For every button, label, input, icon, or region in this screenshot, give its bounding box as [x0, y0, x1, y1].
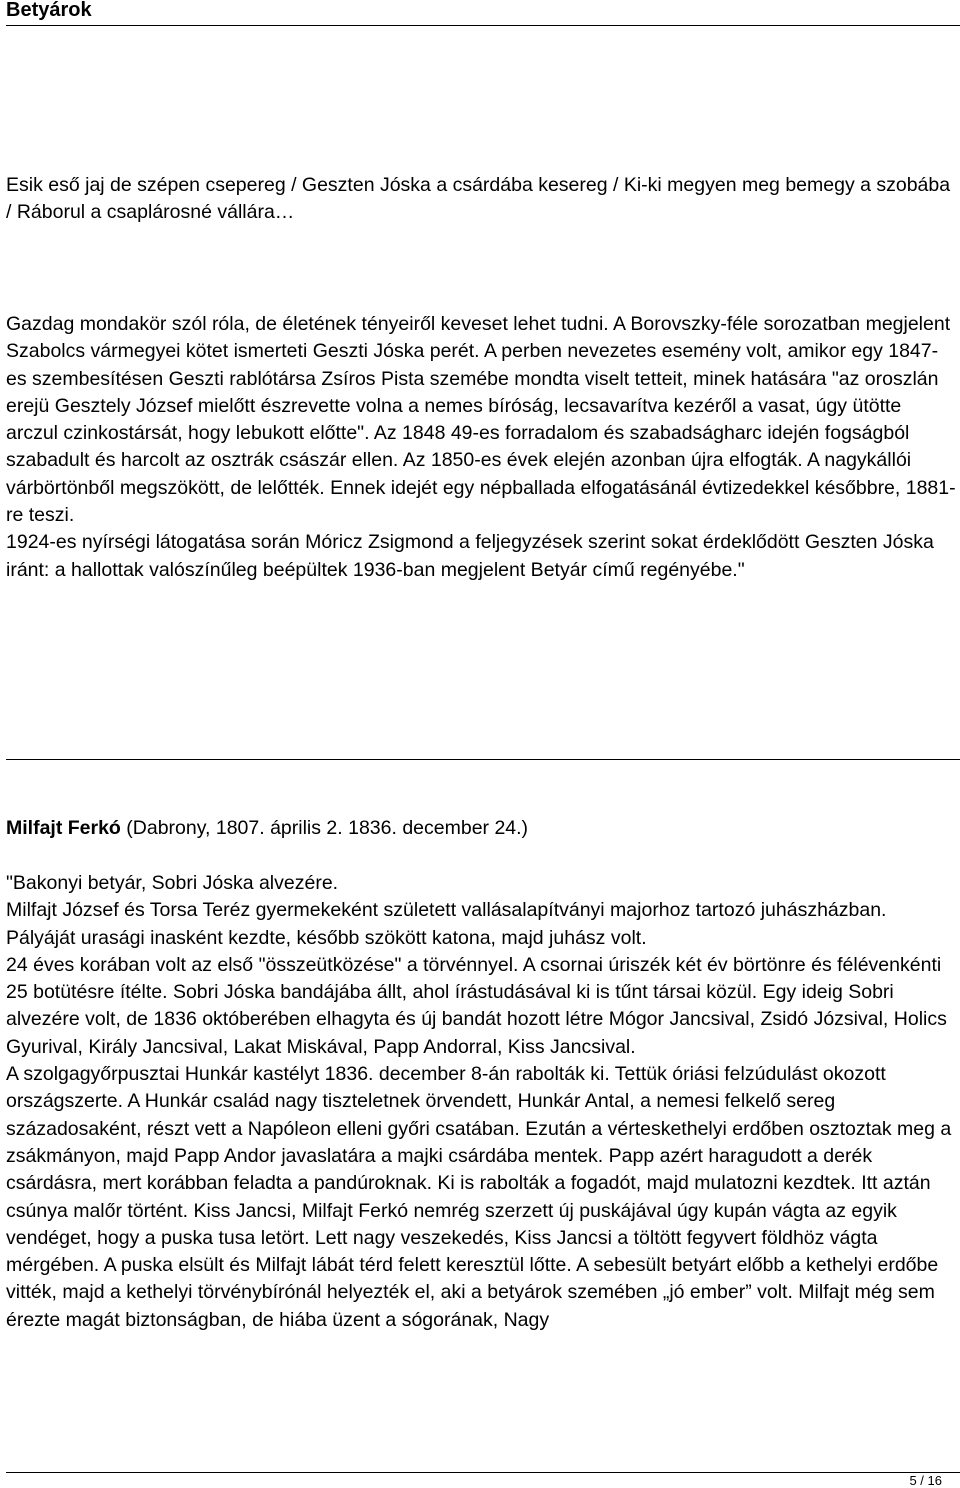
ferko-paragraph-2: 24 éves korában volt az első "összeütközése" a törvénnyel. A csornai úriszék két év börtönre és félévenkénti 25 botütésre ítélte. Sobri Jóska bandájába állt, ahol írástudásával ki is tűnt társai közül. Egy ideig Sobri alvezére volt, de 1836 októberében elhagyta és új bandát hozott létre Mógor Jancsival, Zsidó Józsival, Holics Gyurival, Király Jancsival, Lakat Miskával, Papp Andorral, Kiss Jancsival. — [6, 953, 947, 1058]
ferko-heading-line — [6, 815, 956, 842]
header-divider — [6, 25, 960, 26]
ferko-heading — [6, 815, 956, 842]
biography-paragraph-2: 1924-es nyírségi látogatása során Móricz Zsigmond a feljegyzések szerint sokat érdeklődött Geszten Jóska iránt: a hallottak valószínűleg beépültek 1936-ban megjelent Betyár című regényébe." — [6, 531, 934, 581]
ferko-paragraph-3: A szolgagyőrpusztai Hunkár kastélyt 1836. december 8-án rabolták ki. Tettük óriási felzúdulást okozott országszerte. A Hunkár család nagy tiszteletnek örvendett, Hunkár Antal, a nemesi felkelő sereg századosaként, részt vett a Napóleon elleni győri csatában. Ezután a vérteskethelyi erdőben osztoztak meg a zsákmányon, majd Papp Andor javaslatára a majki csárdába mentek. Papp azért haragudott a derék csárdásra, mert korábban feladta a pandúroknak. Ki is rabolták a fogadót, majd mulatozni kezdtek. Itt aztán csúnya malőr történt. Kiss Jancsi, Milfajt Ferkó nemrég szerzett új puskájával úgy kupán vágta az egyik vendéget, hogy a puska tusa letört. Lett nagy veszekedés, Kiss Jancsi a töltött fegyvert földhöz vágta mérgében. A puska elsült és Milfajt lábát térd felett keresztül lőtte. A sebesült betyárt előbb a kethelyi erdőbe vitték, majd a kethelyi törvénybírónál helyezték el, aki a betyárok szemében „jó ember” volt. Milfajt még sem érezte magát biztonságban, de hiába üzent a sógorának, Nagy — [6, 1063, 952, 1331]
verse-text: Esik eső jaj de szépen csepereg / Geszten Jóska a csárdába kesereg / Ki-ki megyen meg bemegy a szobába / Ráborul a csaplárosné vállára… — [6, 174, 951, 224]
biography-paragraph-1: Gazdag mondakör szól róla, de életének tényeiről keveset lehet tudni. A Borovszky-féle sorozatban megjelent Szabolcs vármegyei kötet ismerteti Geszti Jóska perét. A perben nevezetes esemény volt, amikor egy 1847-es szembesítésen Geszti rablótársa Zsíros Pista szemébe mondta viselt tetteit, minek hatására "az oroszlán erejü Gesztely József mielőtt észrevette volna a nemes bíróság, lecsavarítva kezéről a vasat, úgy ütötte arczul czinkostársát, hogy lebukott előtte". Az 1848 49-es forradalom és szabadságharc idején fogságból szabadult és harcolt az osztrák császár ellen. Az 1850-es évek elején azonban újra elfogták. A nagykállói várbörtönből megszökött, de lelőtték. Ennek idejét egy népballada elfogatásánál évtizedekkel későbbre, 1881-re teszi. — [6, 313, 956, 527]
footer-divider — [6, 1472, 960, 1473]
ferko-dates: (Dabrony, 1807. április 2. 1836. december 24.) — [120, 817, 529, 839]
ferko-name: Milfajt Ferkó — [6, 817, 121, 839]
verse-quote — [6, 172, 956, 227]
section-divider — [6, 759, 960, 760]
ferko-quote-line: "Bakonyi betyár, Sobri Jóska alvezére. — [6, 872, 339, 894]
ferko-paragraph-1: Milfajt József és Torsa Teréz gyermekeként született vallásalapítványi majorhoz tartozó juhászházban. Pályáját urasági inasként kezdte, később szökött katona, majd juhász volt. — [6, 899, 887, 949]
page-number: 5 / 16 — [909, 1473, 942, 1488]
geszti-biography — [6, 311, 956, 584]
document-title: Betyárok — [6, 0, 92, 21]
ferko-biography — [6, 870, 956, 1334]
